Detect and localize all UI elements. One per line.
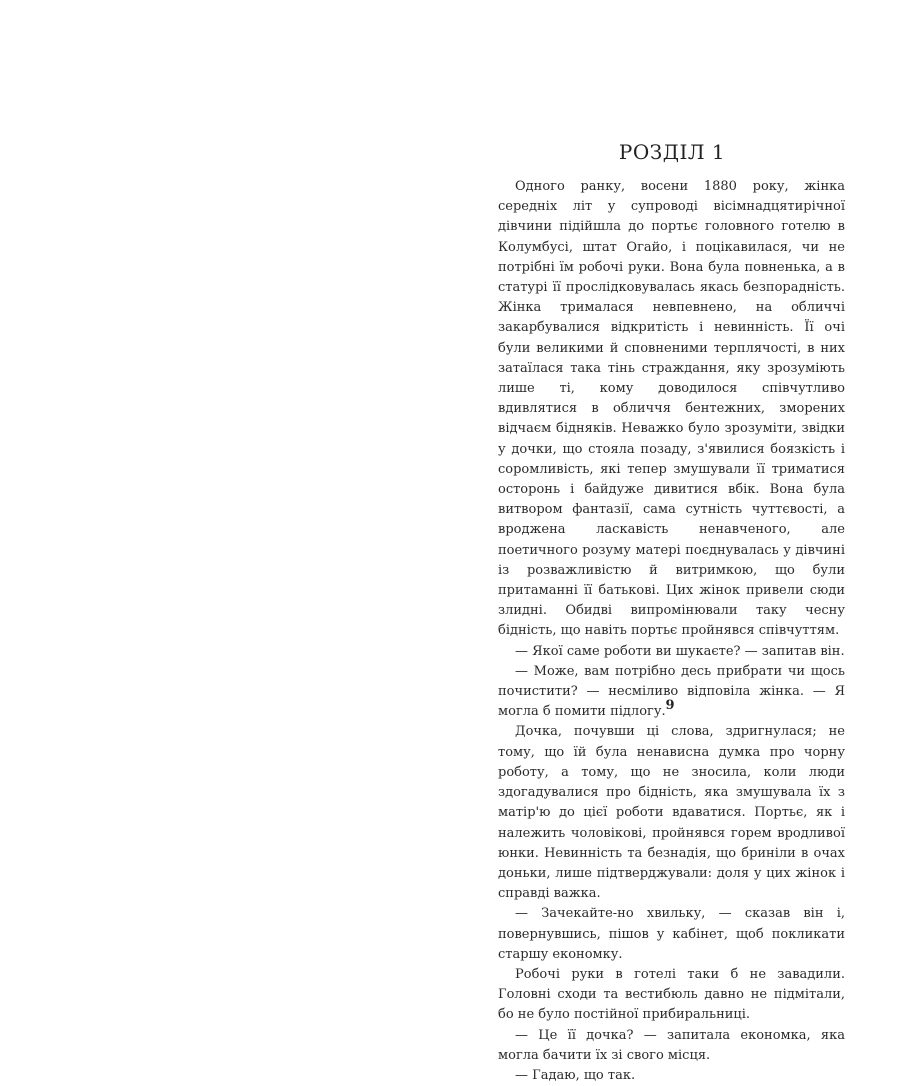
chapter-title: РОЗДІЛ 1 <box>618 140 726 164</box>
paragraph: Робочі руки в готелі таки б не завадили. Головні сходи та вестибюль давно не підмітали, бо не було постійної прибиральниці. <box>498 966 845 1023</box>
paragraph: Одного ранку, восени 1880 року, жінка середніх літ у супроводі вісімнадцятирічної дівчини підійшла до портьє головного готелю в Колумбусі, штат Огайо, і поцікавилася, чи не потрібні їм робочі руки. Вона була повненька, а в статурі її прослідковувалась якась безпорадність. Жінка трималася невпевнено, на обличчі закарбувалися відкритість і невинність. Її очі були великими й сповненими терплячості, в них затаїлася така тінь страждання, яку зрозуміють лише ті, кому доводилося співчутливо вдивлятися в обличчя бентежних, зморених відчаєм бідняків. Неважко було зрозуміти, звідки у дочки, що стояла позаду, з'явилися боязкість і соромливість, які тепер змушували її триматися осторонь і байдуже дивитися вбік. Вона була витвором фантазії, сама сутність чуттєвості, а вроджена ласкавість ненавченого, але поетичного розуму матері поєднувалась у дівчині із розважливістю й витримкою, що були притаманні її батькові. Цих жінок привели сюди злидні. Обидві випромінювали таку чесну бідність, що навіть портьє пройнявся співчуттям. <box>498 179 845 639</box>
paragraph: — Це її дочка? — запитала економка, яка могла бачити їх зі свого місця. <box>498 1027 845 1063</box>
body-text <box>498 177 845 1086</box>
paragraph: — Гадаю, що так. <box>515 1067 636 1083</box>
left-page-blank <box>0 0 450 817</box>
paragraph: — Якої саме роботи ви шукаєте? — запитав він. <box>515 643 845 659</box>
paragraph: Дочка, почувши ці слова, здригнулася; не тому, що їй була ненависна думка про чорну роботу, а тому, що не зносила, коли люди здогадувалися про бідність, яка змушувала їх з матір'ю до цієї роботи вдаватися. Портьє, як і належить чоловікові, пройнявся горем вродливої юнки. Невинність та безнадія, що бриніли в очах доньки, лише підтверджували: доля у цих жінок і справді важка. <box>498 724 845 902</box>
page-number: 9 <box>665 698 675 713</box>
paragraph: — Зачекайте-но хвильку, — сказав він і, повернувшись, пішов у кабінет, щоб покликати старшу економку. <box>498 906 845 962</box>
paragraph: — Може, вам потрібно десь прибрати чи щось почистити? — несміливо відповіла жінка. — Я могла б помити підлогу. <box>498 663 845 720</box>
